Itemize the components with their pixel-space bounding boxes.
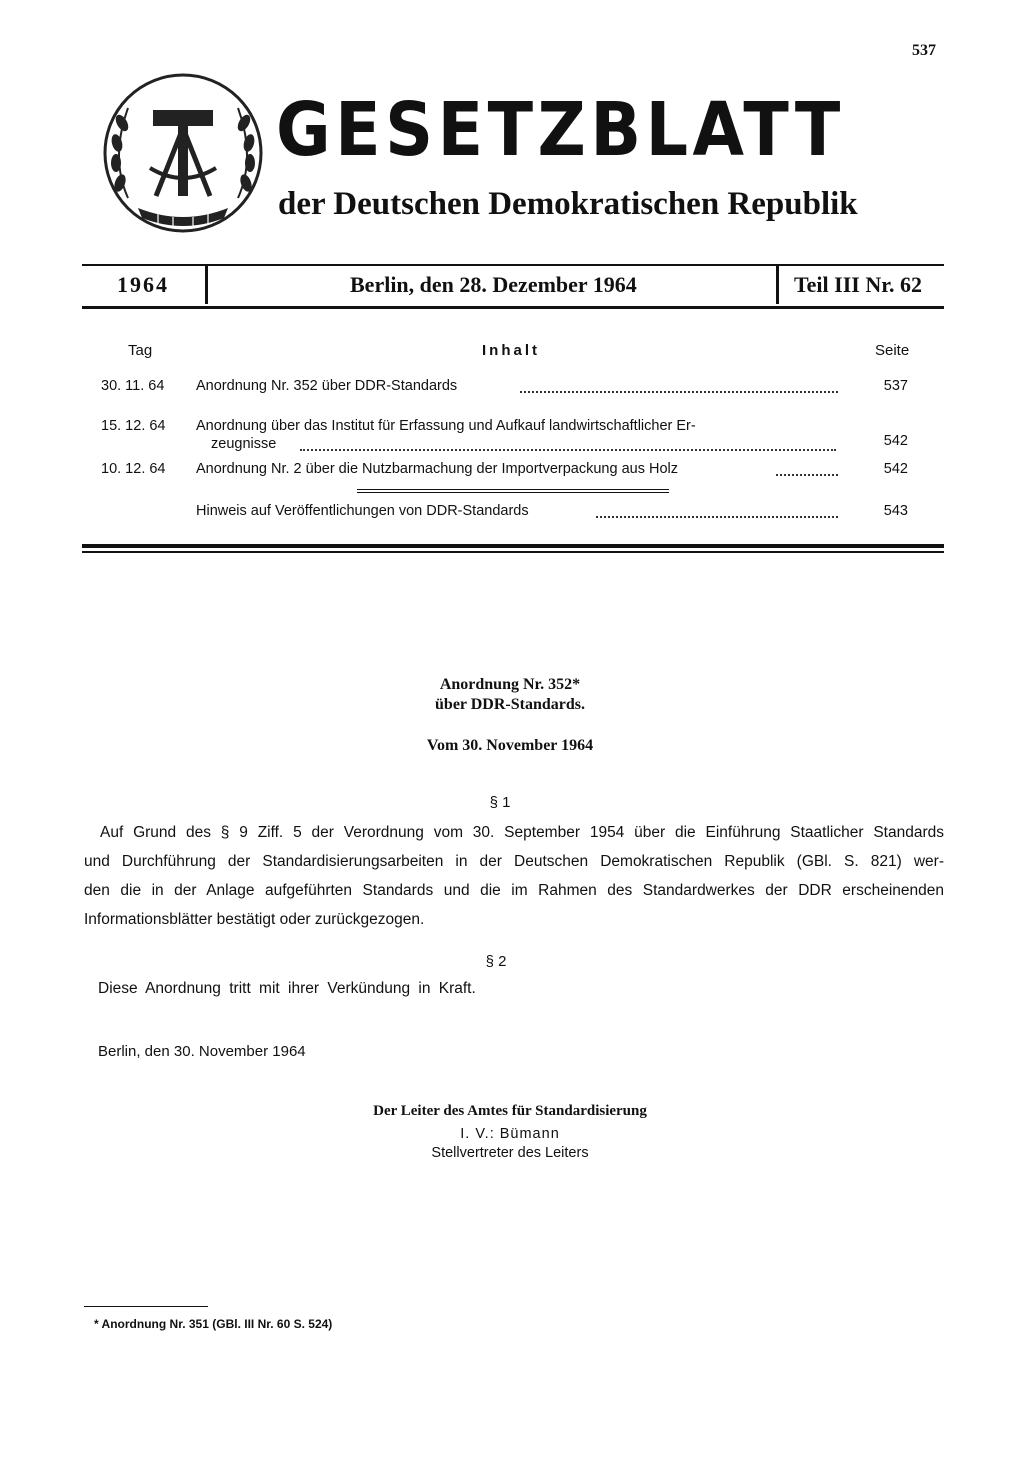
ordinance-subtitle: über DDR-Standards. xyxy=(435,696,585,713)
toc-page: 537 xyxy=(883,378,908,394)
toc-date: 10. 12. 64 xyxy=(101,461,166,477)
toc-page: 543 xyxy=(883,503,908,519)
footnote-rule xyxy=(84,1306,208,1307)
paragraph-line: den die in der Anlage aufgeführten Standards und die im Rahmen des Standardwerkes der DDR erscheinenden xyxy=(84,882,944,899)
paragraph-line: Informationsblätter bestätigt oder zurückgezogen. xyxy=(84,911,425,928)
page-number: 537 xyxy=(912,42,936,59)
toc-page: 542 xyxy=(883,433,908,449)
ordinance-date: Vom 30. November 1964 xyxy=(426,737,594,754)
masthead-title: GESETZBLATT xyxy=(276,87,845,173)
toc-leader xyxy=(776,474,838,476)
toc-leader xyxy=(300,449,836,451)
footnote: * Anordnung Nr. 351 (GBl. III Nr. 60 S. 524) xyxy=(94,1317,333,1331)
section-1-body xyxy=(84,818,944,934)
signature-authority: Der Leiter des Amtes für Standardisierung xyxy=(373,1103,647,1119)
toc-date: 30. 11. 64 xyxy=(101,378,165,394)
issue-part: Teil III Nr. 62 xyxy=(794,272,922,297)
toc-title: Anordnung Nr. 2 über die Nutzbarmachung der Importverpackung aus Holz xyxy=(196,461,678,477)
toc-title: Anordnung Nr. 352 über DDR-Standards xyxy=(196,378,458,394)
header-divider-left xyxy=(205,266,208,304)
section-2-body: Diese Anordnung tritt mit ihrer Verkündung in Kraft. xyxy=(98,980,476,997)
header-divider-right xyxy=(776,266,779,304)
toc-page: 542 xyxy=(883,461,908,477)
issue-date: Berlin, den 28. Dezember 1964 xyxy=(350,272,637,297)
header-rule-top xyxy=(82,264,944,266)
toc-leader xyxy=(520,391,838,393)
toc-leader xyxy=(596,516,838,518)
toc-separator xyxy=(357,492,669,493)
place-date: Berlin, den 30. November 1964 xyxy=(98,1043,306,1060)
toc-title-continued: zeugnisse xyxy=(211,436,277,452)
paragraph-line: Auf Grund des § 9 Ziff. 5 der Verordnung vom 30. September 1954 über die Einführung Staatlicher Standards xyxy=(100,824,944,841)
signature-signer: I. V.: Bümann xyxy=(460,1126,560,1142)
toc-header-day: Tag xyxy=(128,342,153,359)
issue-year: 1964 xyxy=(117,272,169,297)
section-1-heading: § 1 xyxy=(489,794,511,811)
section-rule xyxy=(82,551,944,553)
paragraph-line: und Durchführung der Standardisierungsarbeiten in der Deutschen Demokratischen Republik (GBl. S. 821) wer- xyxy=(84,853,944,870)
toc-title: Anordnung über das Institut für Erfassung und Aufkauf landwirtschaftlicher Er- xyxy=(196,418,696,434)
toc-title: Hinweis auf Veröffentlichungen von DDR-Standards xyxy=(196,503,529,519)
section-rule xyxy=(82,544,944,548)
masthead-subtitle: der Deutschen Demokratischen Republik xyxy=(278,186,858,222)
toc-separator xyxy=(357,489,669,490)
section-2-heading: § 2 xyxy=(485,953,507,970)
toc-date: 15. 12. 64 xyxy=(101,418,166,434)
toc-header-content: Inhalt xyxy=(482,342,540,359)
toc-header-page: Seite xyxy=(875,342,910,359)
ordinance-title: Anordnung Nr. 352* xyxy=(439,676,581,693)
header-rule-bottom xyxy=(82,306,944,309)
signature-role: Stellvertreter des Leiters xyxy=(431,1145,589,1161)
state-emblem-icon xyxy=(98,68,268,238)
